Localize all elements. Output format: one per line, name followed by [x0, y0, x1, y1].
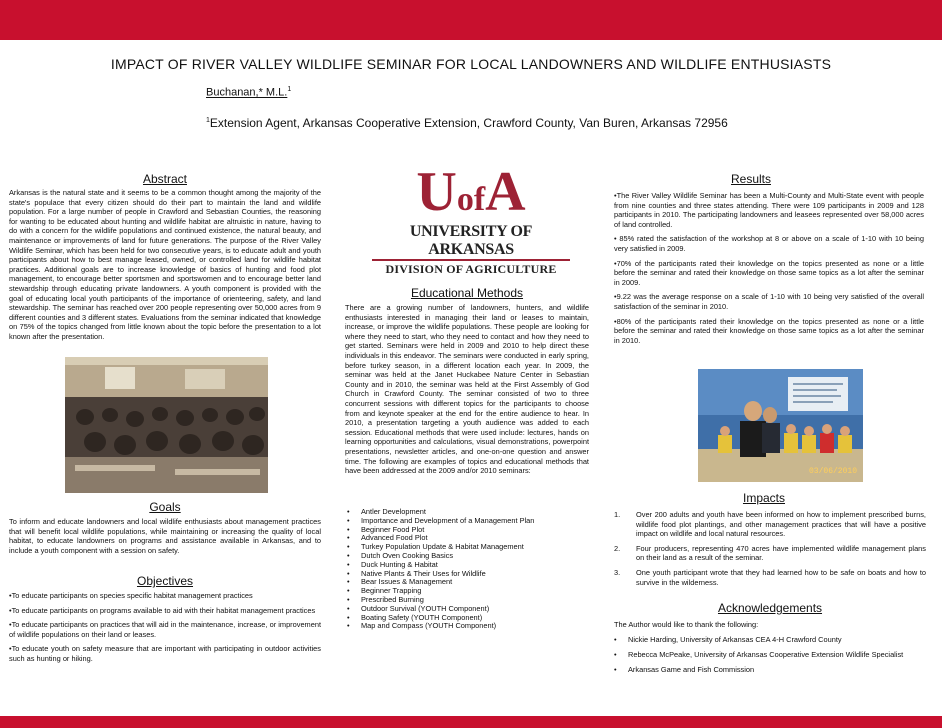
logo-line-1: UNIVERSITY OF ARKANSAS [372, 223, 570, 261]
abstract-text: Arkansas is the natural state and it seems to be a common thought among the majority of the state's populace that every citizen should do their part to maintain the land and wildlife population. For a large number of people in Crawford and Sebastian Counties, the reasoning for wanting to be educated about hunting and wildlife habitat are altruistic in nature, having to do with a concern for the wildlife populations and continued existence, the natural beauty, and maintenance or improvements of land for future generations. The purpose of the River Valley Wildlife Seminar, which has been held for two consecutive years, is to educate adult and youth participants about how to best manage leased, owned, or controlled land for wildlife habitat practices. Additional goals are to increase knowledge of basics of hunting and food plot management, to encourage better sportsmen and sportswomen and to encourage better land stewardship through educating private landowners. A youth component is provided with the goal of educating local youth participants of the importance of orienteering, safety, and land stewardship. The seminar has reached over 200 people representing over 50,000 acres from 9 different counties and 3 different states. Evaluations from the seminar indicated that knowledge on 75% of the topics changed from little known about the topic before the presentation to a lot known after the presentation. [9, 188, 321, 341]
top-red-band [0, 0, 942, 40]
methods-text: There are a growing number of landowners, hunters, and wildlife enthusiasts interested in managing their land or leases to maintain, increase, or improve the wildlife populations. These people are looking for where they need to start, who they need to contact and how they need to get started. Seminars were held in 2009 and 2010 to help direct these individuals in this endeavor. The seminars were conducted in early spring, before turkey season, in a different location each year. In 2009, the seminar was held at the Janet Huckabee Nature Center in Sebastian County and in 2010, the seminar was held at the First Assembly of God Church in Crawford County. The seminar consisted of two to three concurrent sessions with different topics for the participants to choose from and keynote speaker at the end for the entire audience to hear. In 2010, a presentation targeting a youth audience was added to each session. Educational methods that were used include: lectures, hands on learning opportunities and calculations, visual demonstrations, powerpoint presentations, newsletter articles, and one-on-one question and answer time. The following are examples of topics and educational methods that have been addressed at the 2009 and/or 2010 seminars: [345, 303, 589, 476]
result-item: • 85% rated the satisfaction of the workshop at 8 or above on a scale of 1-10 with 10 being very satisfied in 2009. [614, 234, 924, 253]
topic-item: • Advanced Food Plot [347, 534, 589, 543]
author-sup: 1 [287, 86, 292, 93]
youth-session-photo [698, 369, 863, 482]
results-heading: Results [730, 172, 771, 186]
objectives-heading: Objectives [136, 574, 194, 588]
goals-text: To inform and educate landowners and local wildlife enthusiasts about management practices that will benefit local wildlife populations, while maintaining or increasing the quality of local habitat, to educate landowners on programs and assistance available in Arkansas, and to include a youth component with a session on safety. [9, 517, 321, 555]
topic-item: • Importance and Development of a Management Plan [347, 517, 589, 526]
impact-text: Four producers, representing 470 acres have implemented wildlife management plans on their land as a result of the seminar. [636, 543, 926, 563]
photo-date-stamp: 03/06/2010 [808, 467, 857, 476]
objective-item: •To educate participants on programs available to aid with their habitat management practices [9, 605, 316, 615]
result-item: •80% of the participants rated their knowledge on the topics presented as none or a little before the seminar and rated their knowledge on those same topics as a lot after the seminar in 2010. [614, 316, 924, 345]
svg-text:UofA: UofA [416, 161, 526, 218]
acknowledgement-item: • Nickie Harding, University of Arkansas CEA 4-H Crawford County [614, 634, 926, 645]
acknowledgements-block [614, 619, 926, 675]
goals-heading: Goals [149, 500, 181, 514]
methods-heading: Educational Methods [410, 286, 524, 300]
bottom-red-band [0, 716, 942, 728]
university-logo [372, 158, 570, 276]
ua-monogram-icon [372, 158, 570, 218]
acknowledgements-heading: Acknowledgements [717, 601, 823, 615]
topic-item: • Native Plants & Their Uses for Wildlife [347, 570, 589, 579]
affiliation-line [206, 116, 728, 130]
topic-item: • Bear Issues & Management [347, 578, 589, 587]
impact-item [614, 568, 926, 587]
acknowledgements-intro: The Author would like to thank the following: [614, 620, 759, 629]
objective-item: •To educate participants on practices that will aid in the maintenance, increase, or improvement of wildlife populations on their land or leases. [9, 620, 321, 639]
topic-item: • Outdoor Survival (YOUTH Component) [347, 605, 589, 614]
objective-item: •To educate participants on species specific habitat management practices [9, 591, 253, 600]
methods-topics [347, 508, 589, 631]
affiliation-sup: 1 [206, 117, 210, 124]
affiliation-text: Extension Agent, Arkansas Cooperative Extension, Crawford County, Van Buren, Arkansas 72956 [209, 116, 728, 130]
impact-num: 2. [614, 543, 621, 553]
objective-item: •To educate youth on safety measure that are important with participating in outdoor activities such as hunting or hiking. [9, 644, 321, 663]
topic-item: • Map and Compass (YOUTH Component) [347, 622, 589, 631]
impact-item [614, 544, 926, 563]
results-list [614, 191, 924, 350]
author-line [206, 86, 291, 99]
result-item: •70% of the participants rated their knowledge on the topics presented as none or a little before the seminar and rated their knowledge on those same topics as a lot after the seminar in 2009. [614, 258, 924, 287]
logo-line-2: DIVISION OF AGRICULTURE [385, 262, 557, 276]
impact-text: Over 200 adults and youth have been informed on how to implement prescribed burns, wildlife food plot plantings, and other management practices that will have a positive impact on wildlife and local natural resources. [636, 510, 926, 539]
impact-num: 3. [614, 567, 621, 577]
objectives-list [9, 591, 321, 669]
poster-title: IMPACT OF RIVER VALLEY WILDLIFE SEMINAR FOR LOCAL LANDOWNERS AND WILDLIFE ENTHUSIASTS [110, 56, 832, 72]
author-name: Buchanan,* M.L. [206, 86, 288, 99]
topic-item: • Prescribed Burning [347, 596, 589, 605]
topic-item: • Dutch Oven Cooking Basics [347, 552, 589, 561]
topic-item: • Beginner Trapping [347, 587, 589, 596]
impact-num: 1. [614, 510, 621, 519]
result-item: •The River Valley Wildlife Seminar has been a Multi-County and Multi-State event with people from nine counties and three states attending. There were 109 participants in 2009 and 128 participants in 2010. The participating landowners and leasees represented over 58,000 acres of land controlled. [614, 191, 924, 229]
acknowledgement-item: • Arkansas Game and Fish Commission [614, 664, 926, 675]
impact-item [614, 510, 926, 539]
impacts-list [614, 510, 926, 592]
topic-item: • Duck Hunting & Habitat [347, 561, 589, 570]
impact-text: One youth participant wrote that they had learned how to be safe on boats and how to survive in the wilderness. [636, 567, 926, 587]
impacts-heading: Impacts [742, 491, 785, 505]
acknowledgement-item: • Rebecca McPeake, University of Arkansas Cooperative Extension Wildlife Specialist [614, 649, 926, 660]
topic-item: • Boating Safety (YOUTH Component) [347, 614, 589, 623]
topic-item: • Turkey Population Update & Habitat Management [347, 543, 589, 552]
topic-item: • Beginner Food Plot [347, 526, 589, 535]
result-item: •9.22 was the average response on a scale of 1-10 with 10 being very satisfied of the overall satisfaction of the seminar in 2010. [614, 292, 924, 311]
abstract-heading: Abstract [142, 172, 187, 186]
topic-item: • Antler Development [347, 508, 589, 517]
seminar-audience-photo [65, 357, 268, 493]
